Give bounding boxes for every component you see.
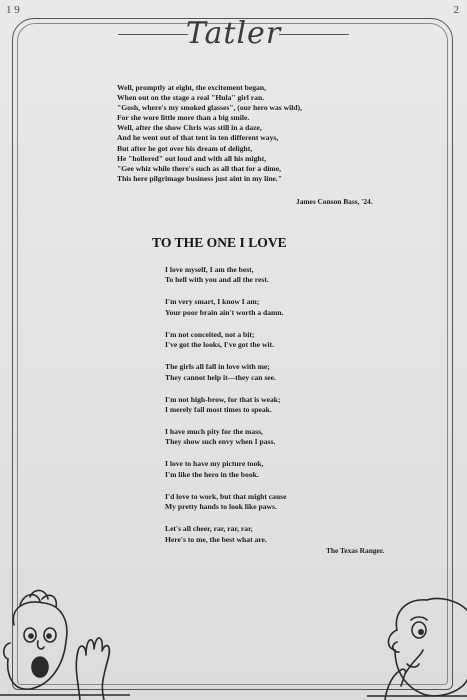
cartoon-left-face-illustration xyxy=(0,585,130,700)
poem-line: I've got the looks, I've got the wit. xyxy=(165,340,275,350)
poem-line: I merely fail most times to speak. xyxy=(165,405,272,415)
stanza xyxy=(165,297,385,318)
poem-line: I'd love to work, but that might cause xyxy=(165,491,287,501)
poem-two-title: TO THE ONE I LOVE xyxy=(152,235,287,250)
stanza xyxy=(165,330,385,351)
poem-line: Here's to me, the best what are. xyxy=(165,534,267,544)
poem-line: The girls all fall in love with me; xyxy=(165,362,270,372)
poem-line: To hell with you and all the rest. xyxy=(165,275,269,285)
poem-line: This here pilgrimage business just aint in my line." xyxy=(117,173,283,183)
stanza xyxy=(165,362,385,383)
poem-line: I have much pity for the mass, xyxy=(165,427,263,437)
poem-line: Well, promptly at eight, the excitement began, xyxy=(117,83,266,92)
poem-one-signature: James Conson Bass, '24. xyxy=(296,197,373,206)
poem-line: When out on the stage a real "Hula" girl ran. xyxy=(117,93,265,103)
poem-line: But after he got over his dream of delight, xyxy=(117,143,253,153)
page-number-left: 1 9 xyxy=(6,4,20,16)
poem-line: For she wore little more than a big smile. xyxy=(117,113,250,123)
poem-line: I'm very smart, I know I am; xyxy=(165,297,260,307)
poem-line: And he went out of that tent in ten different ways, xyxy=(117,133,279,143)
poem-line: I love to have my picture took, xyxy=(165,459,264,469)
poem-line: Well, after the show Chris was still in a daze, xyxy=(117,123,262,133)
stanza xyxy=(165,427,385,448)
poem-line: I'm like the hero in the book. xyxy=(165,469,259,479)
stanza xyxy=(165,459,385,480)
poem-line: Let's all cheer, rar, rar, rar, xyxy=(165,524,253,534)
stanza xyxy=(165,265,385,286)
poem-line: My pretty hands to look like paws. xyxy=(165,502,277,512)
poem-line: I'm not high-brow, for that is weak; xyxy=(165,394,281,404)
poem-line: They show such envy when I pass. xyxy=(165,437,276,447)
masthead-title: Tatler xyxy=(185,16,282,51)
poem-line: They cannot help it—they can see. xyxy=(165,372,276,382)
page-number-right: 2 xyxy=(453,4,459,16)
poem-line: He "hollered" out loud and with all his might, xyxy=(117,153,267,163)
stanza xyxy=(165,492,385,513)
poem-one xyxy=(117,83,417,184)
cartoon-right-face-illustration xyxy=(367,590,467,700)
poem-line: Your poor brain ain't worth a damn. xyxy=(165,307,284,317)
stanza xyxy=(165,395,385,416)
poem-line: "Gee whiz while there's such as all that for a dime, xyxy=(117,163,282,173)
stanza xyxy=(165,524,385,545)
poem-line: I'm not conceited, not a bit; xyxy=(165,329,255,339)
poem-line: "Gosh, where's my smoked glasses", (our hero was wild), xyxy=(117,103,302,113)
poem-two-signature: The Texas Ranger. xyxy=(326,546,385,555)
poem-line: I love myself, I am the best, xyxy=(165,265,254,274)
poem-two xyxy=(165,265,385,557)
